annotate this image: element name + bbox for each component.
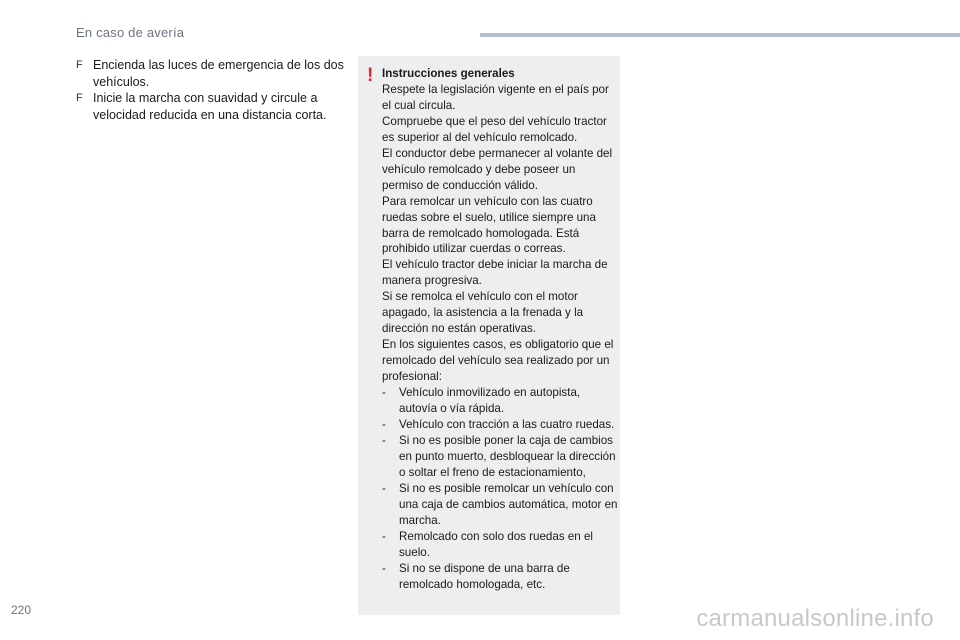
warning-paragraph: Compruebe que el peso del vehículo tractor es superior al del vehículo remolcado. xyxy=(382,114,607,144)
warning-list-item xyxy=(382,529,618,561)
dash-marker: - xyxy=(382,561,386,575)
dash-marker: - xyxy=(382,386,386,400)
bullet-marker: F xyxy=(76,59,83,71)
dash-marker: - xyxy=(382,417,386,431)
warning-list-text: Si no es posible poner la caja de cambios en punto muerto, desbloquear la dirección o soltar el freno de estacionamiento, xyxy=(399,433,616,479)
instruction-list xyxy=(76,57,346,123)
page-number: 220 xyxy=(11,603,32,617)
header-bar xyxy=(480,33,960,37)
warning-list-text: Remolcado con solo dos ruedas en el suelo. xyxy=(399,529,593,559)
warning-list-text: Si no se dispone de una barra de remolcado homologada, etc. xyxy=(399,561,570,591)
warning-title: Instrucciones generales xyxy=(382,67,515,80)
instruction-text: Encienda las luces de emergencia de los dos vehículos. xyxy=(93,58,344,89)
warning-list-text: Vehículo inmovilizado en autopista, autovía o vía rápida. xyxy=(399,386,581,416)
dash-marker: - xyxy=(382,481,386,495)
warning-paragraph: El conductor debe permanecer al volante del vehículo remolcado y debe poseer un permiso de conducción válido. xyxy=(382,146,613,192)
instruction-item xyxy=(76,90,346,123)
section-title: En caso de avería xyxy=(76,25,185,40)
dash-marker: - xyxy=(382,529,386,543)
dash-marker: - xyxy=(382,433,386,447)
warning-list-item xyxy=(382,417,618,433)
warning-content xyxy=(382,66,618,592)
warning-list-text: Si no es posible remolcar un vehículo con una caja de cambios automática, motor en marcha. xyxy=(399,481,618,527)
warning-list-item xyxy=(382,433,618,481)
warning-list-item xyxy=(382,385,618,417)
warning-list-text: Vehículo con tracción a las cuatro ruedas. xyxy=(399,417,615,431)
bullet-marker: F xyxy=(76,92,83,104)
warning-paragraph: El vehículo tractor debe iniciar la marcha de manera progresiva. xyxy=(382,258,608,288)
warning-paragraph: Respete la legislación vigente en el país por el cual circula. xyxy=(382,82,609,112)
watermark: carmanualsonline.info xyxy=(696,605,934,632)
warning-icon: ! xyxy=(367,65,374,86)
warning-paragraph: Para remolcar un vehículo con las cuatro ruedas sobre el suelo, utilice siempre una barra de remolcado homologada. Está prohibido utilizar cuerdas o correas. xyxy=(382,194,596,256)
warning-paragraph: Si se remolca el vehículo con el motor apagado, la asistencia a la frenada y la dirección no están operativas. xyxy=(382,290,584,336)
warning-paragraph: En los siguientes casos, es obligatorio que el remolcado del vehículo sea realizado por un profesional: xyxy=(382,338,614,384)
instruction-item xyxy=(76,57,346,90)
warning-list-item xyxy=(382,561,618,593)
warning-list-item xyxy=(382,481,618,529)
instruction-text: Inicie la marcha con suavidad y circule a velocidad reducida en una distancia corta. xyxy=(93,91,327,122)
